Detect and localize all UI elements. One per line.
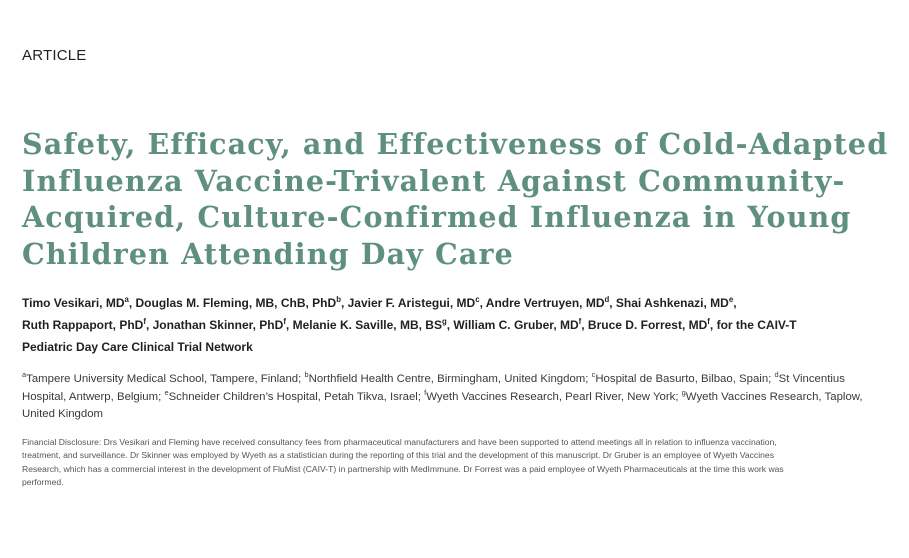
author-affiliation-mark: b <box>336 295 341 304</box>
affiliation-text: Wyeth Vaccines Research, Taplow, <box>685 390 863 403</box>
author-name: , Bruce D. Forrest, MD <box>581 318 708 332</box>
author-separator: , <box>733 296 737 310</box>
financial-disclosure <box>22 436 892 490</box>
disclosure-line: Research, which has a commercial interest in the development of FluMist (CAIV-T) in partnership with MedImmune. Dr Forrest was a paid employee of Wyeth Pharmaceuticals at the time this work was <box>22 463 784 474</box>
affiliations <box>22 371 892 424</box>
disclosure-line: Financial Disclosure: Drs Vesikari and Fleming have received consultancy fees from pharmaceutical manufacturers and have been supported to attend meetings all in relation to influenza vaccination, <box>22 437 777 447</box>
author-group-name: Pediatric Day Care Clinical Trial Network <box>22 340 253 354</box>
section-label: ARTICLE <box>22 47 87 64</box>
title-line: Children Attending Day Care <box>22 236 514 271</box>
author-name: Ruth Rappaport, PhD <box>22 318 144 332</box>
affiliation-text: Tampere University Medical School, Tampere, Finland; <box>26 373 305 385</box>
affiliation-mark: c <box>591 370 596 380</box>
affiliation-text: St Vincentius <box>778 373 845 385</box>
affiliation-mark: f <box>424 387 427 397</box>
author-line <box>22 314 892 336</box>
affiliation-text: Northfield Health Centre, Birmingham, United Kingdom; <box>308 373 592 385</box>
affiliation-line <box>22 371 892 389</box>
affiliation-mark: d <box>774 370 779 380</box>
author-line <box>22 292 892 314</box>
affiliation-mark: e <box>164 387 169 397</box>
author-affiliation-mark: e <box>728 295 734 304</box>
title-line: Safety, Efficacy, and Effectiveness of Cold-Adapted <box>22 127 889 161</box>
affiliation-text: Schneider Children’s Hospital, Petah Tikva, Israel; <box>168 390 425 403</box>
author-affiliation-mark: f <box>707 317 710 326</box>
author-name: , Douglas M. Fleming, MB, ChB, PhD <box>128 296 337 310</box>
author-name: , Javier F. Aristegui, MD <box>340 296 476 310</box>
title-line: Acquired, Culture-Confirmed Influenza in Young <box>22 200 852 234</box>
affiliation-line: United Kingdom <box>22 408 104 420</box>
author-affiliation-mark: g <box>441 317 447 326</box>
author-affiliation-mark: d <box>604 295 610 304</box>
author-list <box>22 292 892 358</box>
title-line: Influenza Vaccine-Trivalent Against Community- <box>22 163 846 198</box>
author-affiliation-mark: a <box>124 295 129 304</box>
affiliation-mark: b <box>304 370 309 380</box>
author-affiliation-mark: f <box>283 317 286 326</box>
article-title <box>22 126 889 272</box>
author-affiliation-mark: c <box>475 295 480 304</box>
disclosure-line: performed. <box>22 477 64 488</box>
affiliation-text: Hospital, Antwerp, Belgium; <box>22 390 165 403</box>
affiliation-text: Wyeth Vaccines Research, Pearl River, New York; <box>426 390 682 403</box>
author-name: , Andre Vertruyen, MD <box>479 296 605 310</box>
author-name: Timo Vesikari, MD <box>22 296 125 310</box>
author-affiliation-mark: f <box>578 317 582 326</box>
affiliation-line <box>22 389 892 407</box>
author-affiliation-mark: f <box>143 317 146 326</box>
affiliation-text: Hospital de Basurto, Bilbao, Spain; <box>595 373 775 385</box>
affiliation-mark: a <box>22 370 27 380</box>
affiliation-mark: g <box>681 387 686 397</box>
author-name: , Melanie K. Saville, MB, BS <box>285 318 442 332</box>
author-name: , Jonathan Skinner, PhD <box>145 318 284 332</box>
author-group: , for the CAIV-T <box>709 318 797 332</box>
author-name: , William C. Gruber, MD <box>446 318 579 332</box>
disclosure-line: treatment, and surveillance. Dr Skinner was employed by Wyeth as a statistician during the reporting of this trial and the development of this manuscript. Dr Gruber is an employee of Wyeth Vaccines <box>22 450 774 461</box>
author-name: , Shai Ashkenazi, MD <box>609 296 729 310</box>
